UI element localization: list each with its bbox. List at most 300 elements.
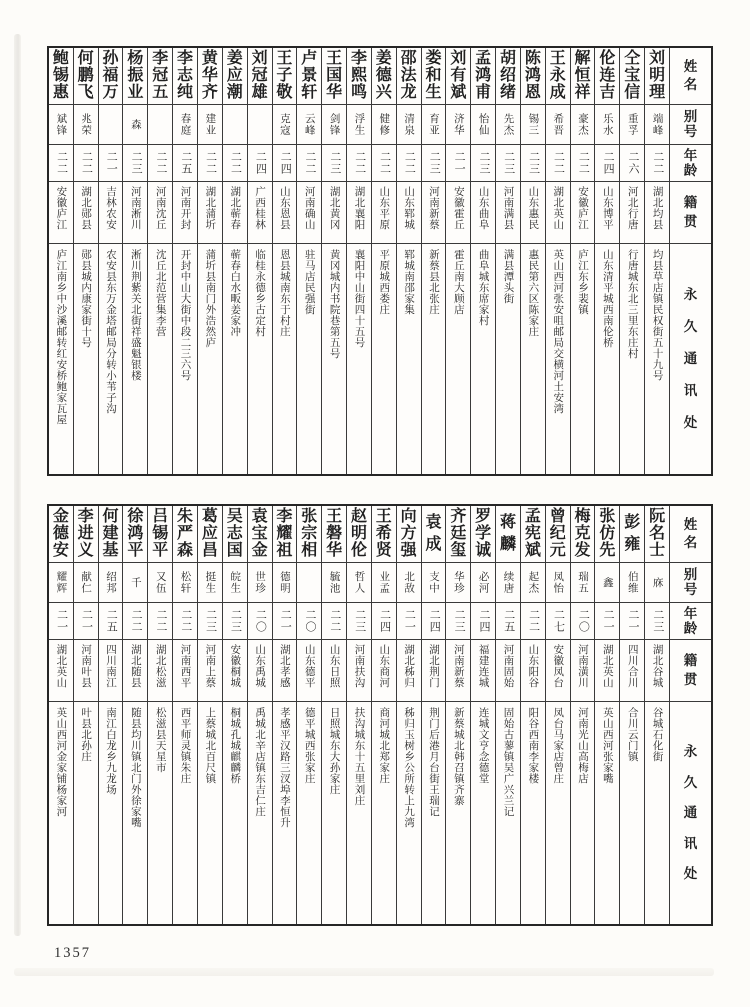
address-text: 日照城东大孙家庄 — [328, 707, 340, 795]
person-column — [73, 506, 98, 924]
age-cell — [397, 145, 421, 182]
name-cell: 梅 克 发 — [571, 506, 595, 563]
scan-shadow-bottom — [14, 968, 714, 976]
address-cell — [521, 244, 545, 474]
person-column — [396, 48, 421, 474]
name-cell: 卢 景 轩 — [297, 48, 321, 105]
header-alias: 别 号 — [670, 563, 711, 603]
name-cell: 陈 鸿 恩 — [521, 48, 545, 105]
name-cell: 李 志 纯 — [173, 48, 197, 105]
address-text: 荆门后港月台街王瑞记 — [427, 707, 439, 817]
alias-text: 清泉 — [403, 113, 415, 136]
age-text: 二三 — [651, 609, 664, 633]
address-cell — [496, 244, 520, 474]
alias-text: 伯维 — [626, 571, 638, 594]
address-cell — [422, 244, 446, 474]
address-cell — [198, 702, 222, 924]
address-text: 秭归玉树乡公所转上九湾 — [403, 707, 415, 828]
alias-text: 春庭 — [179, 113, 191, 136]
native-place-cell — [322, 640, 346, 702]
alias-cell — [645, 105, 669, 145]
age-cell — [273, 145, 297, 182]
alias-cell — [422, 563, 446, 603]
person-column — [122, 48, 147, 474]
person-column — [98, 48, 123, 474]
native-place-cell — [422, 640, 446, 702]
native-place-text: 河南满县 — [502, 186, 514, 230]
address-text: 合川云门镇 — [626, 707, 638, 762]
native-place-cell — [173, 640, 197, 702]
native-place-text: 广西桂林 — [254, 186, 266, 230]
age-cell — [248, 145, 272, 182]
name-cell: 黄 华 齐 — [198, 48, 222, 105]
name-cell: 吴 志 国 — [223, 506, 247, 563]
person-column — [321, 506, 346, 924]
alias-text: 耀辉 — [55, 571, 67, 594]
address-cell — [546, 244, 570, 474]
age-text: 二五 — [105, 609, 118, 633]
name-cell: 李 熙 鸣 — [347, 48, 371, 105]
alias-text: 重孚 — [626, 113, 638, 136]
address-text: 蕲春白水畈姜家冲 — [229, 249, 241, 337]
address-cell — [49, 702, 73, 924]
alias-text: 希晋 — [552, 113, 564, 136]
person-column — [371, 48, 396, 474]
address-text: 惠民第六区陈家庄 — [527, 249, 539, 337]
age-cell — [99, 145, 123, 182]
address-cell — [372, 244, 396, 474]
alias-text: 献仁 — [80, 571, 92, 594]
address-cell — [297, 702, 321, 924]
header-name: 姓 名 — [670, 48, 711, 105]
age-text: 二二 — [229, 151, 242, 175]
person-column — [346, 506, 371, 924]
native-place-cell — [248, 182, 272, 244]
address-text: 河南光山高梅店 — [577, 707, 589, 784]
alias-text: 瑞五 — [577, 571, 589, 594]
native-place-cell — [248, 640, 272, 702]
native-place-text: 安徽庐江 — [577, 186, 589, 230]
native-place-cell — [595, 640, 619, 702]
address-text: 松滋县天星市 — [154, 707, 166, 773]
age-text: 二二 — [527, 609, 540, 633]
address-text: 桐城孔城麒麟桥 — [229, 707, 241, 784]
address-cell — [273, 702, 297, 924]
address-cell — [223, 702, 247, 924]
alias-cell — [74, 563, 98, 603]
alias-cell — [322, 563, 346, 603]
alias-text: 绍邦 — [105, 571, 117, 594]
native-place-cell — [645, 640, 669, 702]
name-cell: 刘 明 理 — [645, 48, 669, 105]
alias-cell — [223, 105, 247, 145]
age-cell — [322, 603, 346, 640]
age-text: 二三 — [527, 151, 540, 175]
address-text: 凤台马家店曾庄 — [552, 707, 564, 784]
alias-text: 华珍 — [452, 571, 464, 594]
address-cell — [372, 702, 396, 924]
alias-text: 健修 — [378, 113, 390, 136]
native-place-text: 山东禹城 — [254, 644, 266, 688]
age-text: 二三 — [130, 151, 143, 175]
native-place-text: 湖北英山 — [552, 186, 564, 230]
name-cell: 鲍 锡 惠 — [49, 48, 73, 105]
address-text: 新蔡城北韩召镇齐寨 — [452, 707, 464, 806]
native-place-text: 湖北英山 — [601, 644, 613, 688]
name-cell: 何 建 基 — [99, 506, 123, 563]
age-text: 二一 — [627, 609, 639, 633]
person-column — [296, 48, 321, 474]
alias-text: 皖生 — [229, 571, 241, 594]
address-cell — [99, 244, 123, 474]
native-place-cell — [446, 182, 470, 244]
age-text: 二二 — [130, 609, 143, 633]
native-place-text: 湖北蒲圻 — [204, 186, 216, 230]
address-cell — [198, 244, 222, 474]
address-text: 平原城西娄庄 — [378, 249, 390, 315]
address-text: 扶沟城东十五里刘庄 — [353, 707, 365, 806]
address-text: 开封中山大街中段二三六号 — [179, 249, 191, 381]
name-cell: 姜 应 潮 — [223, 48, 247, 105]
address-cell — [496, 702, 520, 924]
native-place-text: 福建连城 — [477, 644, 489, 688]
address-cell — [148, 244, 172, 474]
age-text: 二二 — [328, 609, 341, 633]
address-text: 庐江东乡裴镇 — [577, 249, 589, 315]
native-place-text: 四川合川 — [626, 644, 638, 688]
alias-text: 续唐 — [502, 571, 514, 594]
alias-cell — [471, 563, 495, 603]
person-column — [470, 48, 495, 474]
name-cell: 齐 廷 玺 — [446, 506, 470, 563]
native-place-cell — [571, 182, 595, 244]
native-place-text: 河南开封 — [179, 186, 191, 230]
alias-text: 克寇 — [278, 113, 290, 136]
native-place-text: 山东商河 — [378, 644, 390, 688]
person-column — [371, 506, 396, 924]
name-cell: 王 国 华 — [322, 48, 346, 105]
age-text: 二三 — [229, 609, 242, 633]
age-text: 二三 — [428, 151, 441, 175]
address-text: 山东清平城西南伦桥 — [601, 249, 613, 348]
native-place-cell — [297, 182, 321, 244]
address-cell — [49, 244, 73, 474]
alias-text: 松轩 — [179, 571, 191, 594]
name-cell: 孙 福 万 — [99, 48, 123, 105]
address-cell — [173, 244, 197, 474]
native-place-cell — [397, 182, 421, 244]
address-cell — [620, 244, 644, 474]
native-place-cell — [546, 182, 570, 244]
alias-text: 建业 — [204, 113, 216, 136]
alias-cell — [322, 105, 346, 145]
alias-text: 怡仙 — [477, 113, 489, 136]
name-cell: 王 永 成 — [546, 48, 570, 105]
native-place-cell — [99, 182, 123, 244]
age-cell — [297, 145, 321, 182]
address-text: 均县草店镇民权街五十九号 — [651, 249, 663, 381]
age-cell — [620, 145, 644, 182]
person-column — [470, 506, 495, 924]
name-cell: 葛 应 昌 — [198, 506, 222, 563]
age-cell — [496, 603, 520, 640]
name-cell: 王 子 敬 — [273, 48, 297, 105]
native-place-text: 湖北黄冈 — [328, 186, 340, 230]
age-cell — [148, 145, 172, 182]
alias-cell — [297, 563, 321, 603]
alias-text: 端峰 — [651, 113, 663, 136]
header-column — [669, 48, 711, 474]
alias-text: 济华 — [452, 113, 464, 136]
person-column — [520, 48, 545, 474]
native-place-text: 湖北荆门 — [427, 644, 439, 688]
person-column — [147, 506, 172, 924]
age-text: 二五 — [179, 151, 192, 175]
person-column — [421, 506, 446, 924]
person-column — [73, 48, 98, 474]
age-text: 二二 — [55, 151, 68, 175]
name-cell: 彭 雍 — [620, 506, 644, 563]
address-text: 霍丘南大顾店 — [452, 249, 464, 315]
person-column — [346, 48, 371, 474]
name-cell: 袁 宝 金 — [248, 506, 272, 563]
native-place-text: 山东日照 — [328, 644, 340, 688]
address-cell — [645, 702, 669, 924]
age-cell — [123, 603, 147, 640]
alias-cell — [446, 563, 470, 603]
address-cell — [471, 244, 495, 474]
address-cell — [446, 244, 470, 474]
age-cell — [595, 603, 619, 640]
age-cell — [198, 603, 222, 640]
name-cell: 孟 宪 斌 — [521, 506, 545, 563]
address-cell — [546, 702, 570, 924]
address-cell — [123, 244, 147, 474]
address-text: 随县均川镇北门外徐家嘴 — [129, 707, 141, 828]
header-address: 永 久 通 讯 处 — [683, 744, 698, 882]
native-place-cell — [620, 640, 644, 702]
address-cell — [620, 702, 644, 924]
age-cell — [74, 603, 98, 640]
age-cell — [397, 603, 421, 640]
native-place-text: 山东阳谷 — [527, 644, 539, 688]
alias-cell — [546, 563, 570, 603]
name-cell: 袁 成 — [422, 506, 446, 563]
name-cell: 李 耀 祖 — [273, 506, 297, 563]
native-place-cell — [49, 182, 73, 244]
person-column — [495, 48, 520, 474]
native-place-cell — [521, 640, 545, 702]
address-text: 郧县城内康家街十号 — [80, 249, 92, 348]
address-cell — [397, 702, 421, 924]
address-text: 上蔡城北百尺镇 — [204, 707, 216, 784]
age-text: 二一 — [80, 609, 93, 633]
age-text: 二二 — [80, 151, 93, 175]
age-text: 二三 — [453, 609, 466, 633]
address-cell — [521, 702, 545, 924]
native-place-cell — [198, 182, 222, 244]
age-cell — [248, 603, 272, 640]
native-place-cell — [347, 640, 371, 702]
alias-cell — [422, 105, 446, 145]
address-text: 庐江南乡中沙溪邮转红安桥鲍家瓦屋 — [55, 249, 67, 425]
header-native-place: 籍 贯 — [670, 640, 711, 702]
native-place-cell — [223, 182, 247, 244]
alias-text: 鑫 — [601, 576, 613, 589]
roster-table-bottom — [47, 504, 713, 926]
address-text: 恩县城南东于村庄 — [278, 249, 290, 337]
native-place-cell — [273, 182, 297, 244]
address-cell — [74, 244, 98, 474]
address-cell — [322, 702, 346, 924]
person-column — [594, 48, 619, 474]
native-place-text: 山东惠民 — [527, 186, 539, 230]
address-cell — [74, 702, 98, 924]
age-cell — [595, 145, 619, 182]
address-cell — [99, 702, 123, 924]
age-cell — [49, 603, 73, 640]
native-place-text: 山东曲阜 — [477, 186, 489, 230]
native-place-cell — [496, 182, 520, 244]
alias-cell — [347, 563, 371, 603]
name-cell: 娄 和 生 — [422, 48, 446, 105]
age-cell — [372, 145, 396, 182]
address-cell — [273, 244, 297, 474]
age-cell — [645, 145, 669, 182]
address-text: 襄阳中山街四十五号 — [353, 249, 365, 348]
address-cell — [297, 244, 321, 474]
native-place-text: 湖北均县 — [651, 186, 663, 230]
age-text: 二三 — [204, 609, 217, 633]
alias-cell — [397, 563, 421, 603]
native-place-cell — [471, 182, 495, 244]
native-place-cell — [148, 182, 172, 244]
alias-cell — [546, 105, 570, 145]
alias-cell — [273, 563, 297, 603]
native-place-cell — [74, 182, 98, 244]
alias-cell — [123, 105, 147, 145]
name-cell: 向 方 强 — [397, 506, 421, 563]
alias-text: 锡三 — [527, 113, 539, 136]
age-text: 二一 — [403, 609, 416, 633]
person-column — [545, 506, 570, 924]
name-cell: 张 仿 先 — [595, 506, 619, 563]
age-cell — [123, 145, 147, 182]
name-cell: 何 鹏 飞 — [74, 48, 98, 105]
age-text: 二二 — [154, 609, 167, 633]
alias-text: 斌锋 — [55, 113, 67, 136]
address-cell — [645, 244, 669, 474]
native-place-cell — [198, 640, 222, 702]
name-cell: 胡 绍 绪 — [496, 48, 520, 105]
address-text: 叶县北孙庄 — [80, 707, 92, 762]
age-cell — [521, 145, 545, 182]
age-text: 二一 — [602, 609, 615, 633]
person-column — [445, 48, 470, 474]
native-place-text: 湖北松滋 — [154, 644, 166, 688]
age-cell — [422, 603, 446, 640]
native-place-text: 安徽霍丘 — [452, 186, 464, 230]
native-place-cell — [471, 640, 495, 702]
person-column — [222, 48, 247, 474]
person-column — [197, 48, 222, 474]
native-place-text: 河南潢川 — [577, 644, 589, 688]
address-text: 临桂永德乡古定村 — [254, 249, 266, 337]
native-place-cell — [273, 640, 297, 702]
alias-text: 业孟 — [378, 571, 390, 594]
native-place-text: 湖北孝感 — [278, 644, 290, 688]
age-text: 二二 — [179, 609, 192, 633]
age-text: 二一 — [55, 609, 68, 633]
age-cell — [546, 603, 570, 640]
alias-text: 剑锋 — [328, 113, 340, 136]
age-text: 二一 — [279, 609, 292, 633]
age-cell — [571, 145, 595, 182]
native-place-cell — [297, 640, 321, 702]
age-text: 二四 — [254, 151, 267, 175]
address-text: 商河城北郑家庄 — [378, 707, 390, 784]
age-text: 二二 — [304, 151, 317, 175]
alias-cell — [148, 105, 172, 145]
header-column — [669, 506, 711, 924]
person-column — [619, 506, 644, 924]
alias-cell — [297, 105, 321, 145]
alias-text: 必河 — [477, 571, 489, 594]
person-column — [147, 48, 172, 474]
age-cell — [322, 145, 346, 182]
age-cell — [99, 603, 123, 640]
age-text: 二五 — [502, 609, 515, 633]
native-place-text: 河南叶县 — [80, 644, 92, 688]
person-column — [272, 48, 297, 474]
header-age: 年 龄 — [670, 603, 711, 640]
name-cell: 李 进 义 — [74, 506, 98, 563]
person-column — [172, 506, 197, 924]
address-text: 郓城南邵家集 — [403, 249, 415, 315]
person-column — [272, 506, 297, 924]
address-text: 英山西河张安咀邮局交横河土安湾 — [552, 249, 564, 414]
address-cell — [446, 702, 470, 924]
address-cell — [422, 702, 446, 924]
age-text: 二四 — [477, 609, 490, 633]
age-cell — [571, 603, 595, 640]
alias-cell — [496, 105, 520, 145]
person-column — [495, 506, 520, 924]
alias-text: 德明 — [278, 571, 290, 594]
person-column — [570, 506, 595, 924]
name-cell: 张 宗 相 — [297, 506, 321, 563]
alias-text: 乐水 — [601, 113, 613, 136]
alias-cell — [496, 563, 520, 603]
native-place-text: 山东平原 — [378, 186, 390, 230]
name-cell: 王 希 贤 — [372, 506, 396, 563]
alias-text: 育亚 — [427, 113, 439, 136]
native-place-text: 河南淅川 — [129, 186, 141, 230]
alias-cell — [198, 105, 222, 145]
age-text: 二二 — [577, 151, 590, 175]
name-cell: 仝 宝 信 — [620, 48, 644, 105]
age-cell — [198, 145, 222, 182]
alias-cell — [49, 563, 73, 603]
native-place-text: 河南扶沟 — [353, 644, 365, 688]
alias-cell — [620, 105, 644, 145]
person-column — [49, 506, 73, 924]
native-place-cell — [49, 640, 73, 702]
name-cell: 解 恒 祥 — [571, 48, 595, 105]
address-text: 农安县东万金塔邮局分转小苇子沟 — [105, 249, 117, 414]
age-text: 二二 — [353, 151, 366, 175]
person-column — [570, 48, 595, 474]
